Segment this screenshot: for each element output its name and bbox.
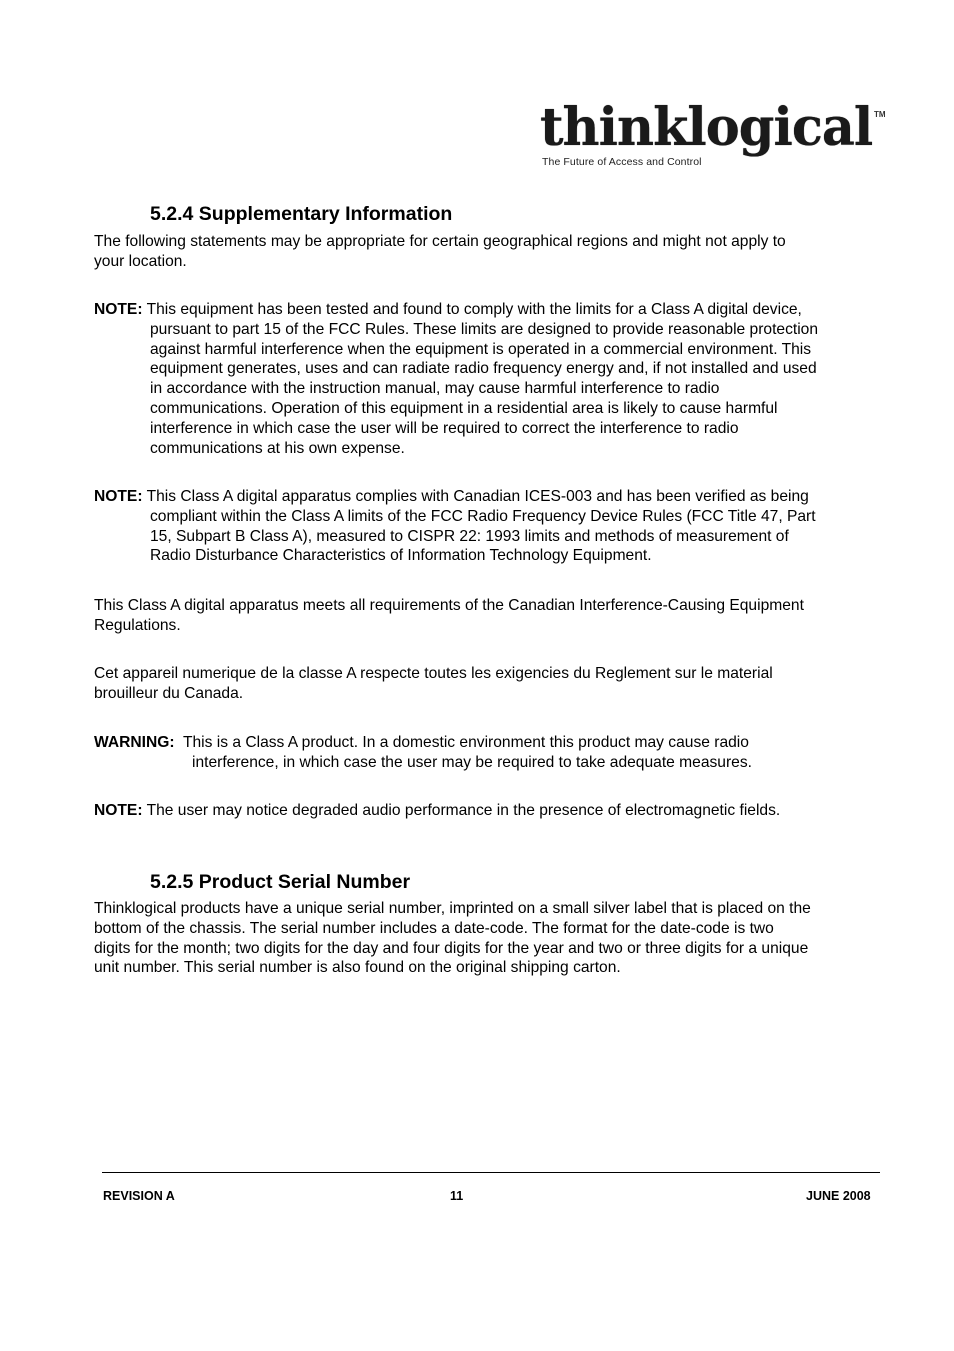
paragraph-line: This Class A digital apparatus meets all requirements of the Canadian Interference-Causing Equipment [94, 597, 804, 614]
audio-note [94, 801, 894, 821]
footer-divider [102, 1172, 880, 1173]
paragraph-line: brouilleur du Canada. [94, 684, 244, 702]
paragraph-line: Thinklogical products have a unique serial number, imprinted on a small silver label that is placed on the [94, 900, 811, 917]
section-heading-serial-number: 5.2.5 Product Serial Number [150, 871, 411, 893]
warning-label: WARNING: [94, 734, 175, 751]
note-label: NOTE: [94, 301, 143, 318]
warning-text: This is a Class A product. In a domestic environment this product may cause radio [182, 734, 749, 751]
note-text: The user may notice degraded audio performance in the presence of electromagnetic fields. [146, 802, 781, 819]
note-line: in accordance with the instruction manual, may cause harmful interference to radio [150, 380, 720, 398]
page-number: 11 [450, 1189, 464, 1203]
intro-line: The following statements may be appropriate for certain geographical regions and might not apply to [94, 233, 786, 250]
paragraph-line: digits for the month; two digits for the day and four digits for the year and two or three digits for a unique [94, 939, 809, 957]
note-text: This equipment has been tested and found to comply with the limits for a Class A digital device, [146, 301, 802, 318]
note-line: pursuant to part 15 of the FCC Rules. These limits are designed to provide reasonable protection [150, 320, 819, 338]
paragraph-line: bottom of the chassis. The serial number includes a date-code. The format for the date-code is two [94, 919, 774, 937]
note-label: NOTE: [94, 488, 143, 505]
paragraph-line: Cet appareil numerique de la classe A respecte toutes les exigencies du Reglement sur le material [94, 665, 773, 682]
note-line: communications at his own expense. [150, 439, 405, 457]
note-line: 15, Subpart B Class A), measured to CISPR 22: 1993 limits and methods of measurement of [150, 527, 789, 545]
class-a-warning [94, 733, 894, 773]
ices-note [94, 487, 894, 566]
note-label: NOTE: [94, 802, 143, 819]
footer-date: JUNE 2008 [806, 1189, 871, 1203]
section-heading-supplementary: 5.2.4 Supplementary Information [150, 203, 453, 225]
note-line: equipment generates, uses and can radiate radio frequency energy and, if not installed and used [150, 360, 817, 378]
canadian-statement-english [94, 596, 894, 636]
fcc-note [94, 300, 894, 458]
note-line: interference in which case the user will be required to correct the interference to radio [150, 419, 739, 437]
intro-line: your location. [94, 252, 187, 270]
paragraph-line: Regulations. [94, 616, 181, 634]
company-logo [540, 97, 890, 174]
serial-number-paragraph [94, 899, 894, 978]
note-line: communications. Operation of this equipment in a residential area is likely to cause harmful [150, 399, 778, 417]
note-line: compliant within the Class A limits of the FCC Radio Frequency Device Rules (FCC Title 47, Part [150, 507, 816, 525]
paragraph-line: unit number. This serial number is also found on the original shipping carton. [94, 959, 621, 977]
note-line: Radio Disturbance Characteristics of Information Technology Equipment. [150, 547, 652, 565]
footer-revision: REVISION A [103, 1189, 175, 1203]
logo-tagline: The Future of Access and Control [542, 156, 702, 168]
canadian-statement-french [94, 664, 894, 704]
warning-line: interference, in which case the user may be required to take adequate measures. [192, 753, 752, 771]
logo-trademark: TM [874, 110, 886, 119]
logo-wordmark: thinklogical [540, 97, 873, 158]
note-text: This Class A digital apparatus complies with Canadian ICES-003 and has been verified as being [146, 488, 809, 505]
supplementary-intro [94, 232, 894, 272]
note-line: against harmful interference when the equipment is operated in a commercial environment. This [150, 340, 812, 358]
